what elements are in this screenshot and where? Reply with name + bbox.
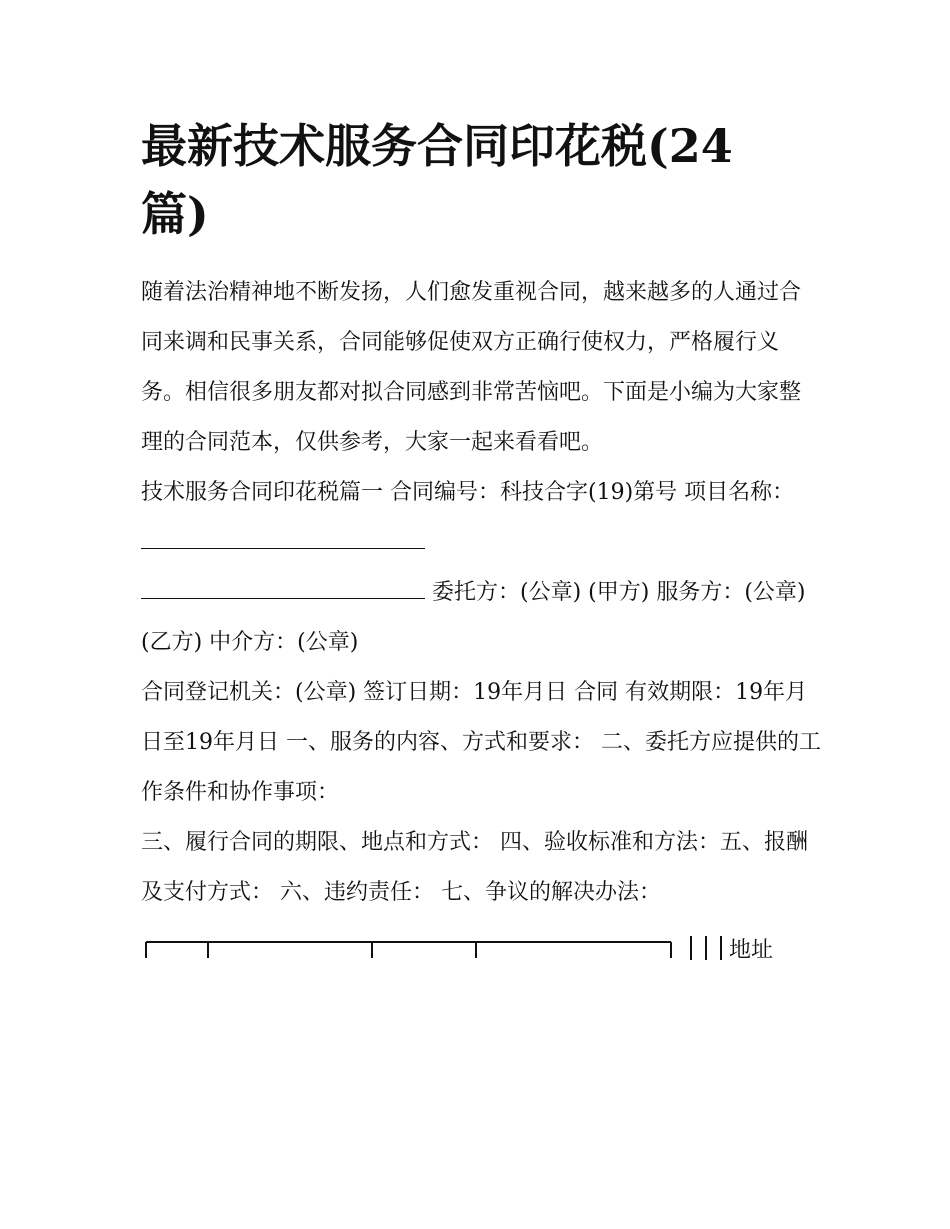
- table-fragment: [141, 932, 821, 972]
- section1-line4: 三、履行合同的期限、地点和方式： 四、验收标准和方法：五、报酬及支付方式： 六、违约责任： 七、争议的解决办法：: [141, 830, 808, 905]
- project-name-blank: [141, 522, 425, 549]
- table-border-lines: [141, 932, 731, 962]
- section1-line3: 合同登记机关：(公章) 签订日期：19年月日 合同 有效期限：19年月日至19年月日 一、服务的内容、方式和要求： 二、委托方应提供的工作条件和协作事项：: [141, 680, 821, 805]
- table-address-label: 地址: [729, 938, 774, 963]
- section1-header-line: [141, 468, 821, 668]
- section1-line1-text: 技术服务合同印花税篇一 合同编号：科技合字(19)第号 项目名称：: [141, 480, 795, 505]
- document-page: [141, 112, 821, 972]
- project-name-blank-2: [141, 572, 425, 599]
- document-title: 最新技术服务合同印花税(24篇): [141, 119, 733, 241]
- section1-line2-text: 委托方：(公章) (甲方) 服务方：(公章) (乙方) 中介方：(公章): [141, 580, 806, 655]
- intro-paragraph: 随着法治精神地不断发扬，人们愈发重视合同，越来越多的人通过合同来调和民事关系，合同能够促使双方正确行使权力，严格履行义务。相信很多朋友都对拟合同感到非常苦恼吧。下面是小编为大家整理的合同范本，仅供参考，大家一起来看看吧。: [141, 280, 802, 455]
